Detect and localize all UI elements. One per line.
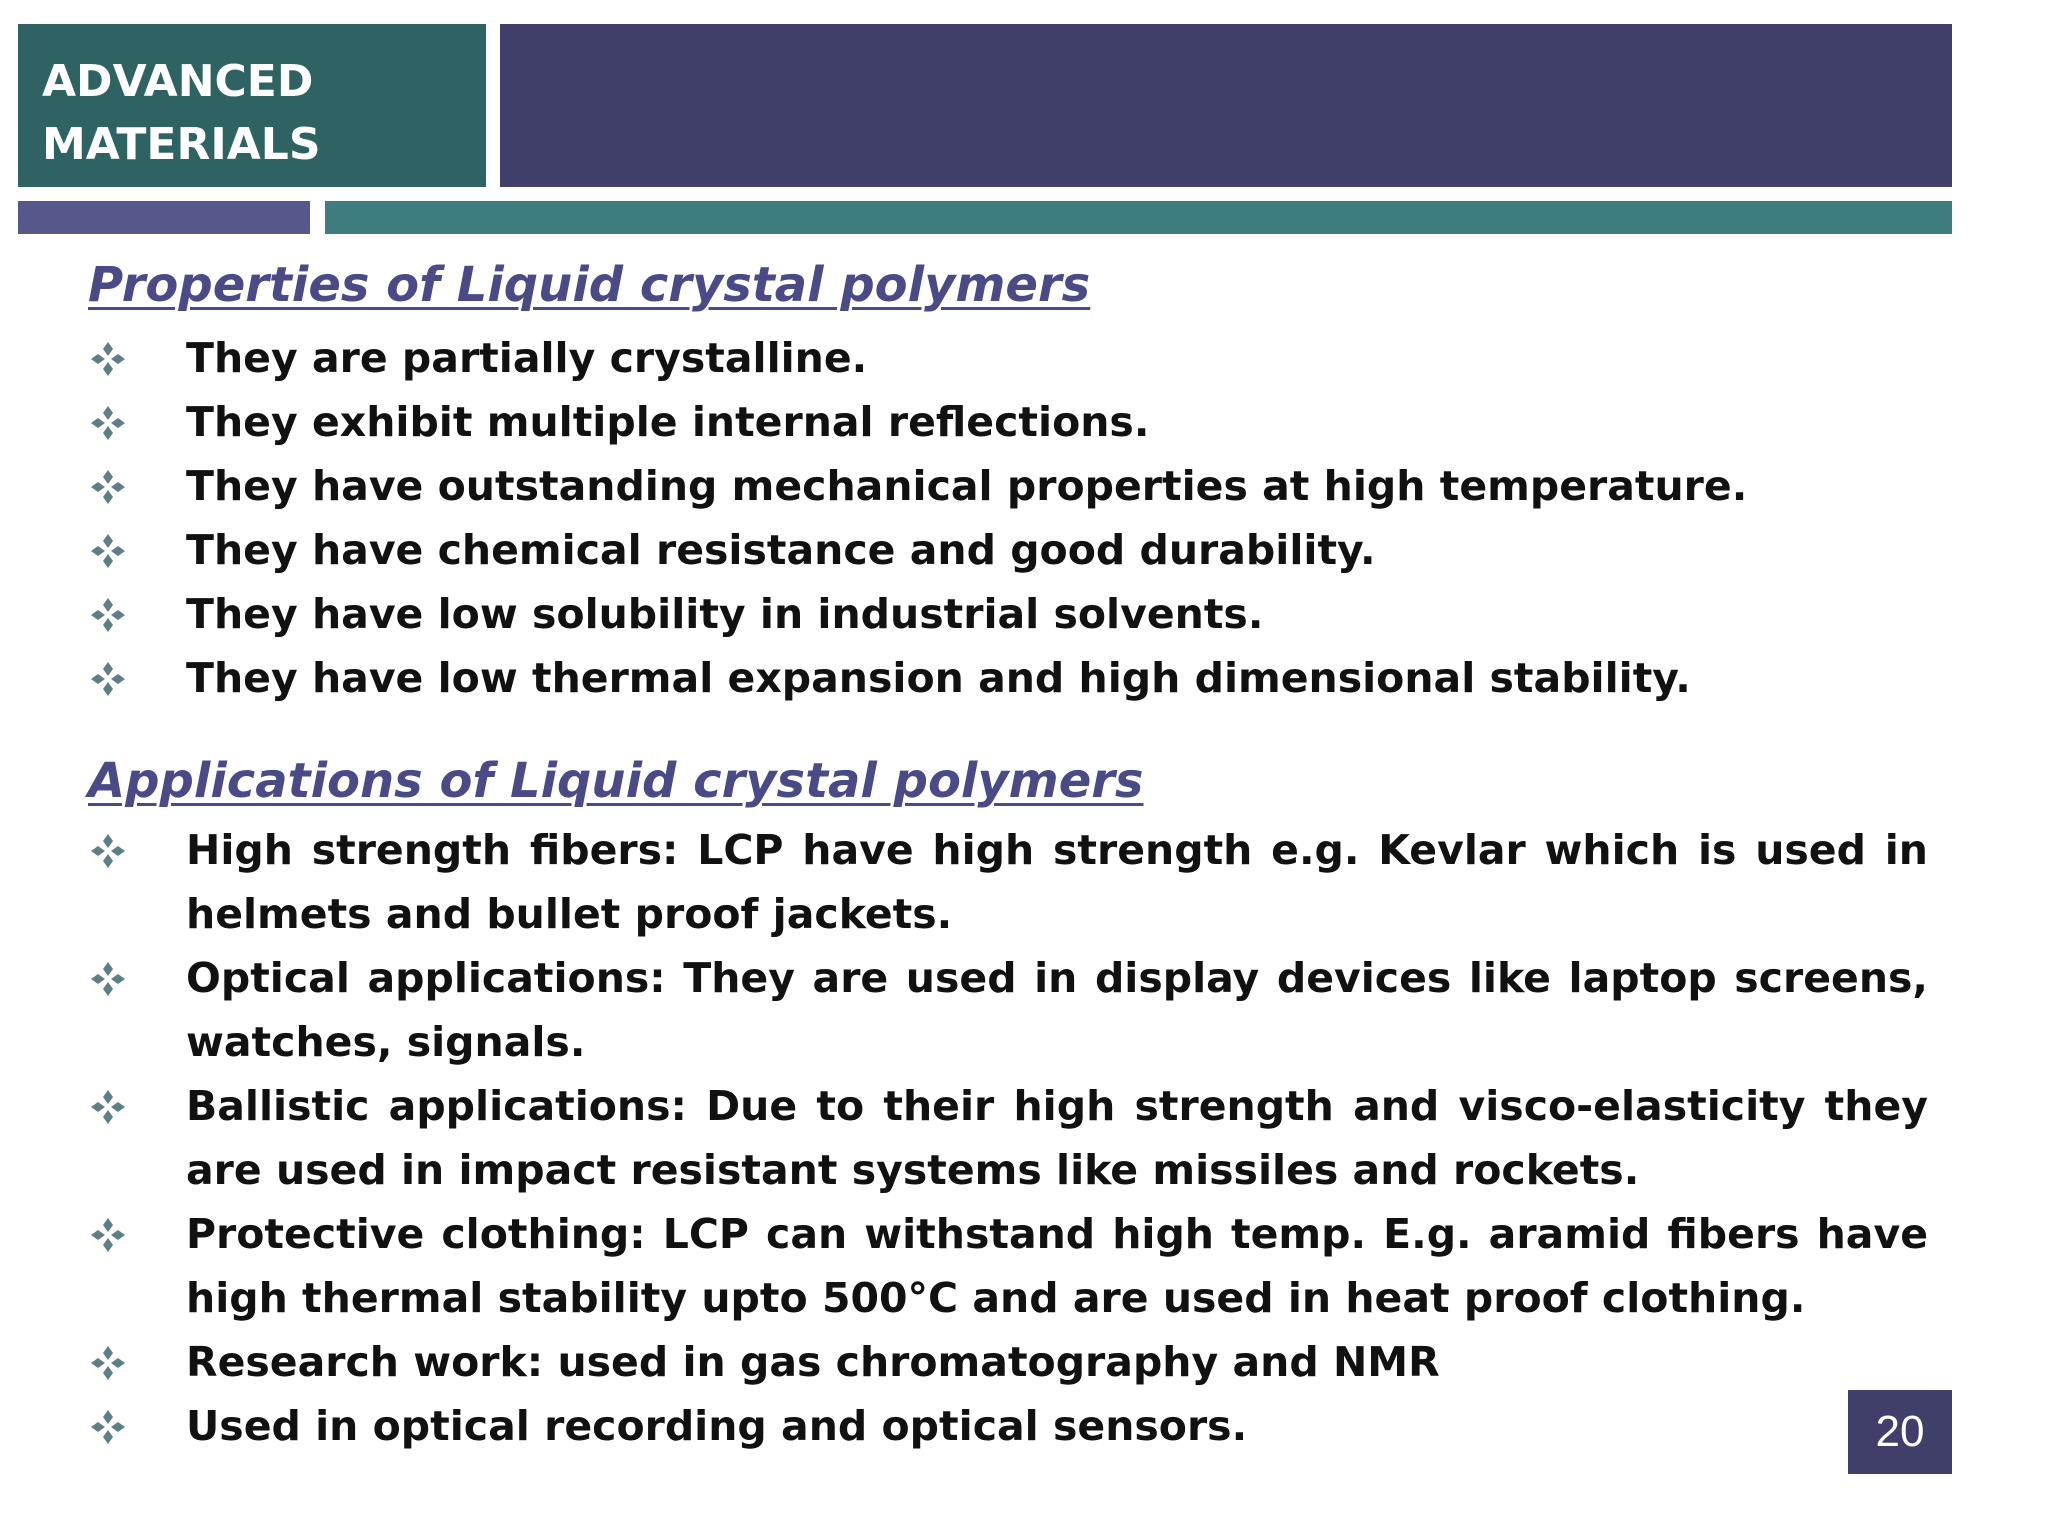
list-item bbox=[88, 1074, 1928, 1202]
page-number: 20 bbox=[1848, 1390, 1952, 1474]
list-item bbox=[88, 518, 1928, 582]
list-item-text: They exhibit multiple internal reflections. bbox=[186, 398, 1150, 446]
list-item-text: Ballistic applications: Due to their high strength and visco-elasticity they are used in impact resistant systems like missiles and rockets. bbox=[186, 1082, 1928, 1194]
four-diamond-bullet-icon bbox=[88, 595, 128, 635]
applications-heading: Applications of Liquid crystal polymers bbox=[88, 753, 1144, 809]
list-item-text: Protective clothing: LCP can withstand high temp. E.g. aramid fibers have high thermal stability upto 500°C and are used in heat proof clothing. bbox=[186, 1210, 1928, 1322]
list-item-text: They have outstanding mechanical properties at high temperature. bbox=[186, 462, 1748, 510]
properties-heading: Properties of Liquid crystal polymers bbox=[88, 257, 1091, 313]
four-diamond-bullet-icon bbox=[88, 1087, 128, 1127]
list-item bbox=[88, 1202, 1928, 1330]
four-diamond-bullet-icon bbox=[88, 959, 128, 999]
list-item bbox=[88, 1394, 1928, 1458]
list-item bbox=[88, 1330, 1928, 1394]
list-item bbox=[88, 454, 1928, 518]
four-diamond-bullet-icon bbox=[88, 339, 128, 379]
list-item bbox=[88, 326, 1928, 390]
header-title: ADVANCED MATERIALS bbox=[42, 56, 321, 170]
list-item bbox=[88, 582, 1928, 646]
properties-list bbox=[88, 326, 1928, 710]
list-item-text: They have low solubility in industrial solvents. bbox=[186, 590, 1264, 638]
accent-strip-left bbox=[18, 201, 310, 234]
header-title-box bbox=[18, 24, 486, 187]
list-item bbox=[88, 390, 1928, 454]
header-banner bbox=[500, 24, 1952, 187]
list-item-text: They have low thermal expansion and high dimensional stability. bbox=[186, 654, 1691, 702]
list-item bbox=[88, 818, 1928, 946]
four-diamond-bullet-icon bbox=[88, 1407, 128, 1447]
applications-list bbox=[88, 818, 1928, 1458]
four-diamond-bullet-icon bbox=[88, 1343, 128, 1383]
four-diamond-bullet-icon bbox=[88, 531, 128, 571]
list-item-text: They have chemical resistance and good durability. bbox=[186, 526, 1376, 574]
four-diamond-bullet-icon bbox=[88, 467, 128, 507]
list-item-text: High strength fibers: LCP have high strength e.g. Kevlar which is used in helmets and bullet proof jackets. bbox=[186, 826, 1928, 938]
accent-strip-right bbox=[325, 201, 1952, 234]
list-item-text: Optical applications: They are used in display devices like laptop screens, watches, signals. bbox=[186, 954, 1928, 1066]
list-item-text: Used in optical recording and optical sensors. bbox=[186, 1402, 1248, 1450]
four-diamond-bullet-icon bbox=[88, 1215, 128, 1255]
list-item bbox=[88, 946, 1928, 1074]
list-item-text: Research work: used in gas chromatography and NMR bbox=[186, 1338, 1440, 1386]
list-item bbox=[88, 646, 1928, 710]
list-item-text: They are partially crystalline. bbox=[186, 334, 868, 382]
four-diamond-bullet-icon bbox=[88, 831, 128, 871]
four-diamond-bullet-icon bbox=[88, 659, 128, 699]
four-diamond-bullet-icon bbox=[88, 403, 128, 443]
